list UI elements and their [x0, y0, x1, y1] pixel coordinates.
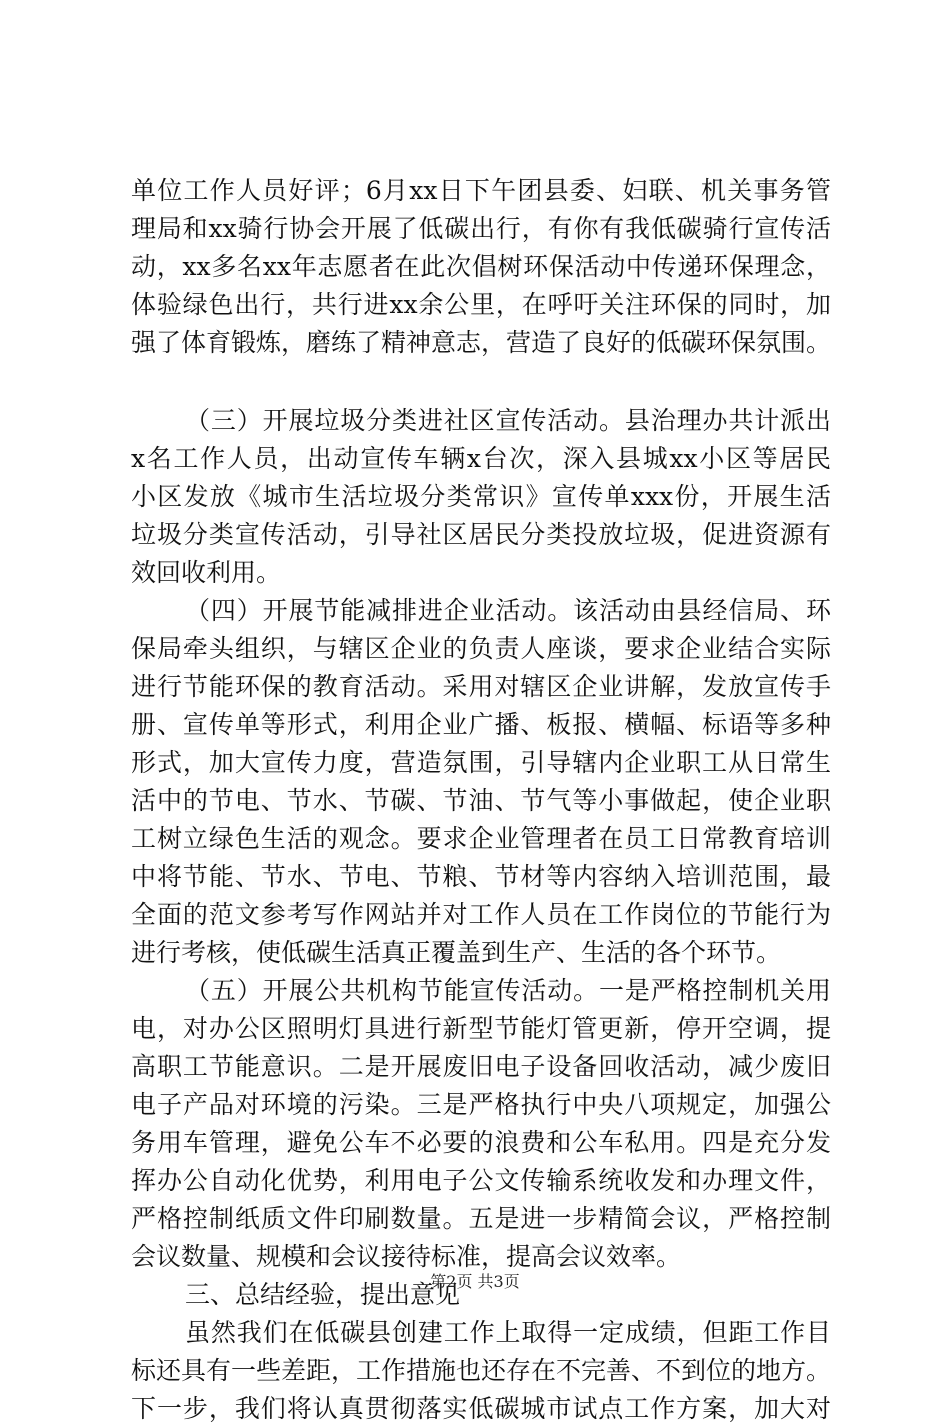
text-line: 体验绿色出行，共行进xx余公里，在呼吁关注环保的同时，加: [131, 290, 831, 319]
text-line: 电，对办公区照明灯具进行新型节能灯管更新，停开空调，提: [131, 1014, 831, 1043]
text-line: （三）开展垃圾分类进社区宣传活动。县治理办共计派出: [185, 406, 831, 435]
text-line: 进行考核，使低碳生活真正覆盖到生产、生活的各个环节。: [131, 938, 782, 967]
text-line: （四）开展节能减排进企业活动。该活动由县经信局、环: [185, 596, 831, 625]
text-line: 下一步，我们将认真贯彻落实低碳城市试点工作方案，加大对: [131, 1394, 831, 1423]
text-line: 理局和xx骑行协会开展了低碳出行，有你有我低碳骑行宣传活: [131, 214, 831, 243]
text-line: 工树立绿色生活的观念。要求企业管理者在员工日常教育培训: [131, 824, 831, 853]
text-line: 挥办公自动化优势，利用电子公文传输系统收发和办理文件，: [131, 1166, 831, 1195]
text-line: 形式，加大宣传力度，营造氛围，引导辖内企业职工从日常生: [131, 748, 831, 777]
paragraph-continuation: [131, 172, 831, 362]
text-line: 虽然我们在低碳县创建工作上取得一定成绩，但距工作目: [185, 1318, 831, 1347]
text-line: 电子产品对环境的污染。三是严格执行中央八项规定，加强公: [131, 1090, 831, 1119]
paragraph-section-5: [131, 972, 831, 1276]
section-heading: 三、总结经验，提出意见: [185, 1280, 461, 1309]
text-line: 高职工节能意识。二是开展废旧电子设备回收活动，减少废旧: [131, 1052, 831, 1081]
page-number-footer: 第2页 共3页: [430, 1272, 520, 1291]
text-line: 动，xx多名xx年志愿者在此次倡树环保活动中传递环保理念，: [131, 252, 831, 281]
paragraph-section-3: [131, 402, 831, 592]
paragraph-section-4: [131, 592, 831, 972]
text-line: 效回收利用。: [131, 558, 282, 587]
text-line: 小区发放《城市生活垃圾分类常识》宣传单xxx份，开展生活: [131, 482, 831, 511]
text-line: 垃圾分类宣传活动，引导社区居民分类投放垃圾，促进资源有: [131, 520, 831, 549]
text-line: 单位工作人员好评；6月xx日下午团县委、妇联、机关事务管: [131, 176, 831, 205]
text-line: （五）开展公共机构节能宣传活动。一是严格控制机关用: [185, 976, 831, 1005]
text-line: 强了体育锻炼，磨练了精神意志，营造了良好的低碳环保氛围。: [131, 328, 832, 357]
text-line: 进行节能环保的教育活动。采用对辖区企业讲解，发放宣传手: [131, 672, 831, 701]
text-line: 全面的范文参考写作网站并对工作人员在工作岗位的节能行为: [131, 900, 831, 929]
text-line: 标还具有一些差距，工作措施也还存在不完善、不到位的地方。: [131, 1356, 832, 1385]
document-body: [131, 172, 831, 1428]
text-line: 中将节能、节水、节电、节粮、节材等内容纳入培训范围，最: [131, 862, 831, 891]
text-line: 活中的节电、节水、节碳、节油、节气等小事做起，使企业职: [131, 786, 831, 815]
text-line: 严格控制纸质文件印刷数量。五是进一步精简会议，严格控制: [131, 1204, 831, 1233]
text-line: x名工作人员，出动宣传车辆x台次，深入县城xx小区等居民: [131, 444, 831, 473]
text-line: 务用车管理，避免公车不必要的浪费和公车私用。四是充分发: [131, 1128, 831, 1157]
text-line: 保局牵头组织，与辖区企业的负责人座谈，要求企业结合实际: [131, 634, 831, 663]
paragraph-gap: [131, 362, 831, 402]
text-line: 册、宣传单等形式，利用企业广播、板报、横幅、标语等多种: [131, 710, 831, 739]
paragraph-next-steps: [131, 1314, 831, 1428]
text-line: 会议数量、规模和会议接待标准，提高会议效率。: [131, 1242, 682, 1271]
